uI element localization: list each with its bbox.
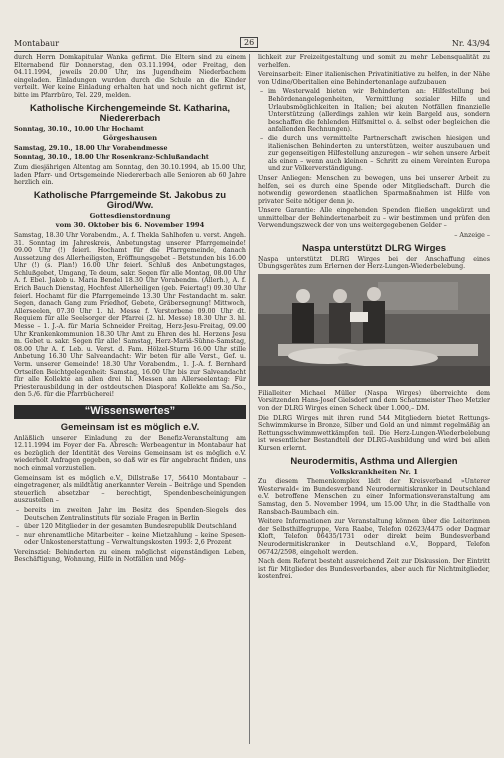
anzeige-tag: – Anzeige – [454, 232, 490, 240]
kath-altentag: Zum diesjährigen Altentag am Sonntag, den 30.10.1994, ab 15.00 Uhr, laden Pfarr- und Ortsgemeinde Niedererbach alle Senioren ab 60 Jahre herzlich ein. [14, 163, 246, 187]
kath-heading: Katholische Kirchengemeinde St. Katharina, Niedererbach [29, 102, 231, 124]
list-item: – bereits im zweiten Jahr im Besitz des Spenden-Siegels des Deutschen Zentralinstituts für soziale Fragen in Berlin [24, 507, 246, 522]
kath-sonntag: Sonntag, 30.10., 10.00 Uhr Hochamt [14, 125, 144, 133]
anliegen-text: Unser Anliegen: Menschen zu bewegen, uns bei unserer Arbeit zu helfen, sei es durch eine Spende oder Mitgliedschaft. Durch die notwendig gewordenen staatlichen Sparmaßnahmen ist Hilfe von privater Seite nötiger denn je. [258, 174, 490, 205]
dlrg-text: Die DLRG Wirges mit ihren rund 544 Mitgliedern bietet Rettungs-Schwimmkurse in Bronze, Silber und Gold an und nimmt regelmäßig an Rettungsschwimmwettkämpfen teil. Die Herz-Lungen-Wiederbelebung ist wesentlicher Bestandteil der DLRG-Ausbildung und wird bei allen Kursen erlernt. [258, 414, 490, 452]
page-header [14, 37, 490, 52]
column-divider [249, 54, 250, 744]
neuro-text3: Nach dem Referat besteht ausreichend Zeit zur Diskussion. Der Eintritt ist für Mitglieder des Bundesverbandes, aber auch für Nichtmitglieder, kostenfrei. [258, 558, 490, 581]
neuro-subheading: Volkskrankheiten Nr. 1 [330, 467, 418, 476]
neuro-heading: Neurodermitis, Asthma und Allergien [290, 455, 458, 467]
vereinsarbeit-text: Vereinsarbeit: Einer italienischen Privatinitiative zu helfen, in der Nähe von Udine/Oberitalien eine Behindertenanlage aufzubauen [258, 71, 490, 86]
header-town: Montabaur [14, 39, 60, 48]
neuro-text1: Zu diesem Themenkomplex lädt der Kreisverband »Unterer Westerwald« im Bundesverband Neurodermitiskranker in Deutschland e.V. betroffene Menschen zu einer Informationsveranstaltung am Samstag, den 5. November 1994, um 15.00 Uhr, in die Stadthalle von Ransbach-Baumbach ein. [258, 478, 490, 516]
gemeinsam-text2: Gemeinsam ist es möglich e.V., Dillstraße 17, 56410 Montabaur – eingetragener, als mildtätig anerkannter Verein – Beiträge und Spenden steuerlich absetzbar – berechtigt, Spendenbescheinigungen auszustellen – [14, 474, 246, 505]
issue-number: Nr. 43/94 [451, 39, 490, 48]
vereinsarbeit-list [258, 88, 490, 173]
gemeinsam-heading: Gemeinsam ist es möglich e.V. [60, 421, 200, 433]
pfarr-schedule: Samstag, 18.30 Uhr Vorabendm., A. f. Thekla Sahlhofen u. verst. Angeh. 31. Sonntag im Jahreskreis, Anbetungstag unserer Pfarrgemeinde! 09.00 Uhr (!) feierl. Hochamt für die Pfarrgemeinde, danach Aussetzung des Allerheiligsten, Eröffnungsgebet – Betstunden bis 16.00 Uhr (!) (s. Plan!) 16.00 Uhr feierl. Schluß des Anbetungstages, Schlußgebet, Umgang, Te deum, sakr. Segen für alle Montag, 08.00 Uhr A. f. Ebel. Jakob u. Maria Bendel 18.30 Uhr Vorabendm. (Allerh.), A. f. Erich Bauch Dienstag, Hochfest Allerheiligen (geb. Feiertag!) 09.30 Uhr feierl. Hochamt für die Pfarrgemeinde 13.30 Uhr Festandacht m. sakr. Segen, danach Gang zum Friedhof, Gebete, Gräbersegnung! Mittwoch, Allerseelen, 07.30 Uhr 1. hl. Messe f. Verstorbene 09.00 Uhr dt. Requiem für alle Seelsorger der Pfarrei (2. hl. Messe) 18.30 Uhr 3. hl. Messe – 1. J.-A. für Maria Schneider Freitag, Herz-Jesu-Freitag, 09.00 Uhr Krankenkommunion 18.30 Uhr Amt zu Ehren des hl. Herzens Jesu m. Gebet u. sakr. Segen für alle! Samstag, Herz-Mariä-Sühne-Samstag, 08.00 Uhr A. f. Leb. u. Verst. d. Fam. Hölzel-Sturm 16.00 Uhr stille Anbetung 16.30 Uhr Salveandacht: Wir beten für alle Verst., Gef. u. Verm. unserer Gemeinde! 18.30 Uhr Vorabendm., 1. J.-A. f. Bernhard Ortseifen Beichtgelegenheit: Samstag, 16.00 Uhr bis zur Salveandacht für alle Kollekte an allen drei hl. Messen am Allerseelentag: Für Priesterausbildung in der ostdeutschen Diaspora! Kollekte am Sa./So., den 5./6. für die Pfarrbücherei! [14, 231, 246, 399]
pfarr-heading: Katholische Pfarrgemeinde St. Jakobus zu Girod/Ww. [33, 189, 227, 211]
kath-sonntag2: Sonntag, 30.10., 18.00 Uhr Rosenkranz-Schlußandacht [14, 154, 209, 162]
neuro-text2: Weitere Informationen zur Veranstaltung können über die Leiterinnen der Selbsthilfegruppe, Vera Raabe, Telefon 02623/4475 oder Dagmar Kloft, Telefon 06435/1731 oder direkt beim Bundesverband Neurodermitiskranker in Deutschland e.V., Boppard, Telefon 06742/2598, eingeholt werden. [258, 518, 490, 556]
page-number: 26 [240, 37, 258, 48]
kath-subheading: Görgeshausen [102, 134, 158, 143]
kath-samstag: Samstag, 29.10., 18.00 Uhr Vorabendmesse [14, 144, 168, 152]
gemeinsam-list [14, 507, 246, 547]
wissenswertes-banner: “Wissenswertes” [14, 405, 246, 419]
garantie-text: Unsere Garantie: Alle eingehenden Spenden fließen ungekürzt und unmittelbar der Behindertenarbeit zu – wir bestimmen und prüfen den Verwendungszweck der von uns weitergegebenen Gelder – [258, 207, 490, 230]
list-item: – nur ehrenamtliche Mitarbeiter – keine Mietzahlung – keine Spesen- oder Unkostenerstattung – Verwaltungskosten 1993: 2,6 Prozent [24, 532, 246, 547]
left-column [14, 54, 246, 566]
gemeinsam-text1: Anläßlich unserer Einladung zu der Benefiz-Veranstaltung am 12.11.1994 im Foyer der Fa. Abresch: Werbeagentur in Montabaur hat es bezüglich der Identität des Vereins Gemeinsam ist es möglich e.V. wiederholt Anfragen gegeben, so daß wir es für angebracht finden, uns noch einmal vorzustellen. [14, 434, 246, 472]
intro-text: durch Herrn Domkapitular Wanka gefirmt. Die Eltern sind zu einem Elternabend für Donnerstag, den 03.11.1994, oder Freitag, den 04.11.1994, jeweils 20.00 Uhr, ins Jugendheim Niederbachem eingeladen. Einladungen wurden durch die Schule an die Kinder verteilt. Wer keine Einladung erhalten hat und noch nicht gefirmt ist, bitte im Pfarrbüro, Tel. 229, melden. [14, 54, 246, 99]
gemeinsam-text3: Vereinsziel: Behinderten zu einem möglichst eigenständigen Leben, Beschäftigung, Wohnung, Hilfe in Notfällen und Mög- [14, 548, 246, 564]
pfarr-subheading: Gottesdienstordnung [89, 211, 171, 220]
list-item: – im Westerwald bieten wir Behinderten an: Hilfestellung bei Behördenangelegenheiten, Vermittlung sozialer Hilfe und Urlaubsmöglichkeiten in Italien; bei akuten Notfällen finanzielle Unterstützung (allerdings zahlen wir kein Bargeld aus, sondern beschaffen die fehlenden Hilfsmittel o. ä. selbst oder begleichen die anfallenden Rechnungen). [268, 88, 490, 134]
photo-image [258, 274, 490, 386]
photo-caption: Filialleiter Michael Müller (Naspa Wirges) überreichte dem Vorsitzenden Hans-Josef Gielsdorf und dem Schatzmeister Theo Metzler von der DLRG Wirges einen Scheck über 1.000,– DM. [258, 389, 490, 413]
list-item: – die durch uns vermittelte Partnerschaft zwischen hiesigen und italienischen Behinderten zu unterstützen, weiter auszubauen und zur gegenseitigen Hilfestellung anzuregen – wir sehen unsere Arbeit als einen – wenn auch kleinen – Schritt zu einem Vereinten Europa und zur Völkerverständigung. [268, 135, 490, 173]
right-column [258, 54, 490, 583]
list-item: – über 120 Mitglieder in der gesamten Bundesrepublik Deutschland [24, 523, 246, 531]
naspa-text: Naspa unterstützt DLRG Wirges bei der Anschaffung eines Übungsgerätes zum Erlernen der Herz-Lungen-Wiederbelebung. [258, 255, 490, 271]
pfarr-dates: vom 30. Oktober bis 6. November 1994 [55, 221, 205, 230]
photo-illustration [258, 274, 490, 386]
naspa-heading: Naspa unterstützt DLRG Wirges [301, 242, 446, 254]
right-intro: lichkeit zur Freizeitgestaltung und somit zu mehr Lebensqualität zu verhelfen. [258, 54, 490, 69]
